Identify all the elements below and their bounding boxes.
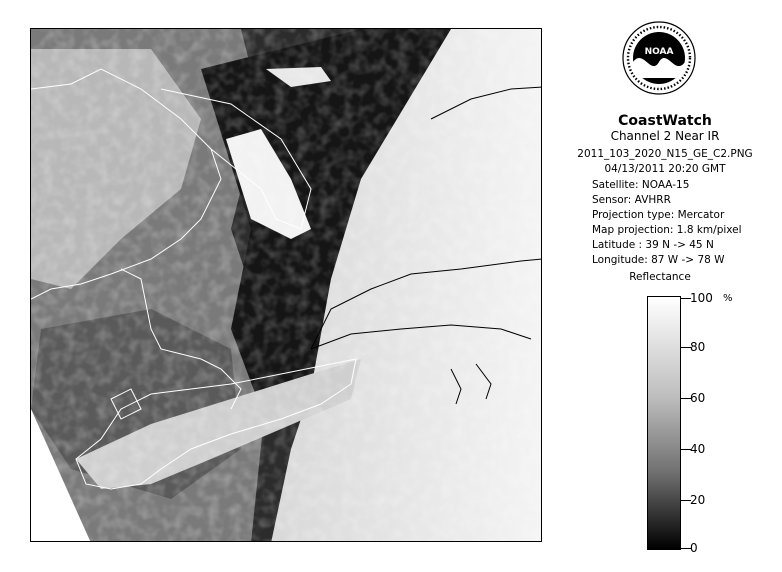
noaa-logo [621,18,697,110]
latitude-range: Latitude : 39 N -> 45 N [592,239,714,251]
reflectance-colorbar [647,296,681,550]
scale-title: Reflectance [629,271,691,283]
scale-tick-label: 20 [690,493,706,507]
scale-tick-label: 80 [690,340,706,354]
scale-tick-label: 0 [690,541,698,555]
datetime: 04/13/2011 20:20 GMT [604,163,726,175]
map-projection: Map projection: 1.8 km/pixel [592,224,742,236]
longitude-range: Longitude: 87 W -> 78 W [592,254,725,266]
satellite-image [30,28,542,542]
scale-tick-label: 40 [690,442,706,456]
satellite-info: Satellite: NOAA-15 [592,179,690,191]
sensor-info: Sensor: AVHRR [592,194,671,206]
projection-type: Projection type: Mercator [592,209,725,221]
logo-text: NOAA [644,47,674,57]
filename: 2011_103_2020_N15_GE_C2.PNG [577,148,753,160]
channel-label: Channel 2 Near IR [610,129,720,143]
scale-tick-label: 100 [690,291,713,305]
scale-tick-label: 60 [690,391,706,405]
scale-unit: % [723,293,733,304]
brand-title: CoastWatch [618,113,712,129]
